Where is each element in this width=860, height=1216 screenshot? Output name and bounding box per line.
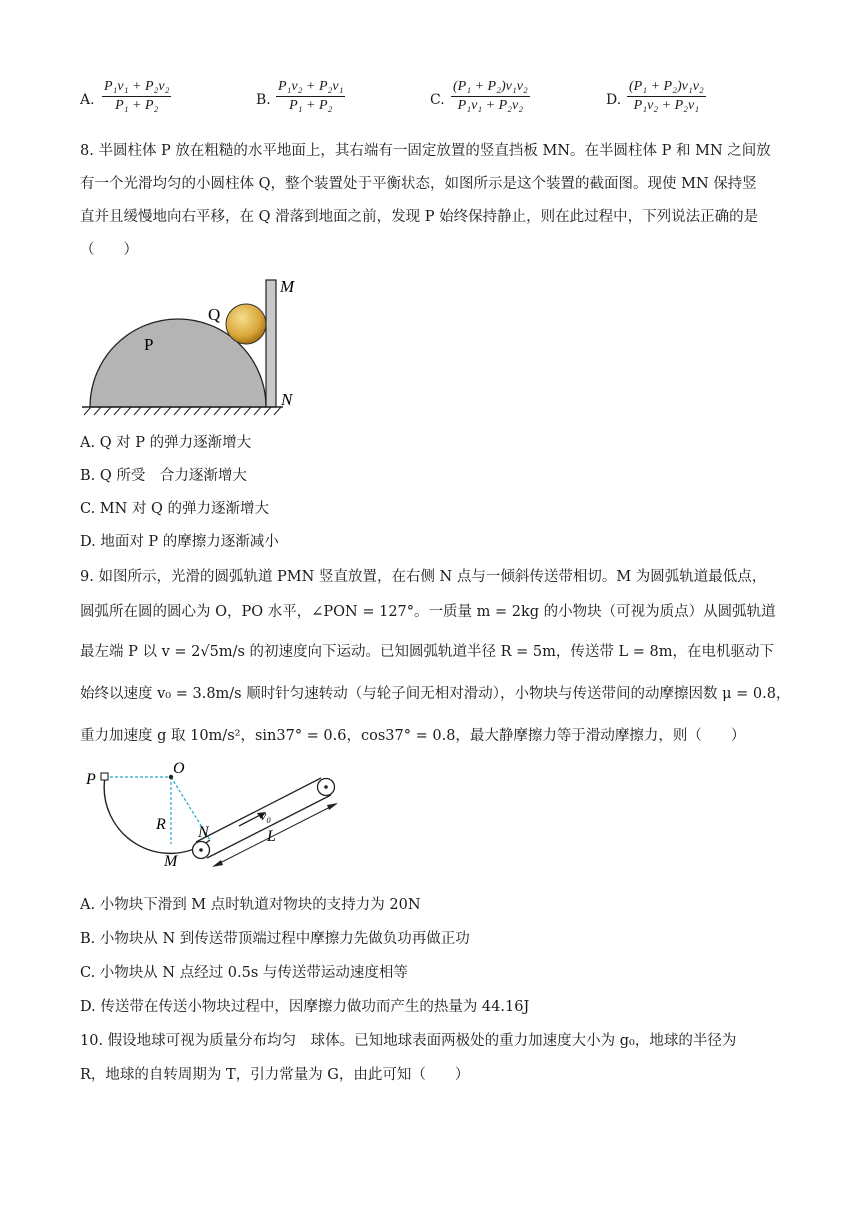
q8-option-c: C. MN 对 Q 的弹力逐渐增大 <box>80 501 270 517</box>
q7-option-c-label: C. <box>430 92 445 108</box>
q7-option-d-fraction: $\frac{\text{(P₁ + P₂)v₁v₂}}{\text{P₁v₂ + P₂v₁}}$ <box>629 79 704 113</box>
q8-option-b: B. Q 所受 合力逐渐增大 <box>80 468 247 484</box>
q8-stem-line-2: 有一个光滑均匀的小圆柱体 Q，整个装置处于平衡状态，如图所示是这个装置的截面图。现使 MN 保持竖 <box>80 176 757 192</box>
q9-figure <box>84 762 354 872</box>
label-l: L <box>267 828 276 845</box>
block-at-p <box>101 773 108 780</box>
q9-stem-line-4: 始终以速度 v₀ = 3.8m/s 顺时针匀速转动（与轮子间无相对滑动），小物块与传送带间的动摩擦因数 μ = 0.8， <box>80 686 791 702</box>
plate-mn <box>266 280 276 407</box>
q10-stem-line-2: R，地球的自转周期为 T，引力常量为 G，由此可知（ ） <box>80 1067 470 1083</box>
v0-arrow-shaft <box>239 814 262 826</box>
q7-option-b-fraction: $\frac{\text{P₁v₂ + P₂v₁}}{\text{P₁ + P₂}}$ <box>278 79 344 113</box>
label-n: N <box>198 824 209 841</box>
label-p: P <box>144 335 154 354</box>
label-m: M <box>164 853 178 870</box>
q10-stem-line-1: 10. 假设地球可视为质量分布均匀 球体。已知地球表面两极处的重力加速度大小为 g₀，地球的半径为 <box>80 1033 737 1049</box>
label-r: R <box>156 816 166 833</box>
label-v0: v₀ <box>260 809 272 824</box>
ball-q <box>226 304 266 344</box>
label-p: P <box>86 771 96 788</box>
q8-figure <box>78 272 318 422</box>
q7-option-c-fraction: $\frac{\text{(P₁ + P₂)v₁v₂}}{\text{P₁v₁ + P₂v₂}}$ <box>453 79 528 113</box>
q7-option-b-label: B. <box>256 92 271 108</box>
q7-option-a-label: A. <box>80 92 95 108</box>
q9-option-d: D. 传送带在传送小物块过程中，因摩擦力做功而产生的热量为 44.16J <box>80 999 530 1015</box>
q7-option-a-fraction: $\frac{\text{P₁v₁ + P₂v₂}}{\text{P₁ + P₂}}$ <box>104 79 170 113</box>
q9-stem-line-3: 最左端 P 以 v = 2√5m/s 的初速度向下运动。已知圆弧轨道半径 R = 5m，传送带 L = 8m，在电机驱动下 <box>80 644 774 660</box>
ground-hatching <box>84 407 281 415</box>
q9-stem-line-2: 圆弧所在圆的圆心为 O，PO 水平，∠PON = 127°。一质量 m = 2kg 的小物块（可视为质点）从圆弧轨道 <box>80 604 776 620</box>
q9-option-a: A. 小物块下滑到 M 点时轨道对物块的支持力为 20N <box>80 897 421 913</box>
label-m: M <box>280 277 295 296</box>
label-o: O <box>173 762 185 777</box>
q8-option-a: A. Q 对 P 的弹力逐渐增大 <box>80 435 252 451</box>
label-n: N <box>281 390 293 409</box>
q8-option-d: D. 地面对 P 的摩擦力逐渐减小 <box>80 534 279 550</box>
label-q: Q <box>208 305 221 324</box>
q9-option-c: C. 小物块从 N 点经过 0.5s 与传送带运动速度相等 <box>80 965 408 981</box>
q7-option-d-label: D. <box>606 92 622 108</box>
q8-answer-bracket: （ ） <box>80 242 138 258</box>
q9-stem-line-1: 9. 如图所示，光滑的圆弧轨道 PMN 竖直放置，在右侧 N 点与一倾斜传送带相切。M 为圆弧轨道最低点， <box>80 569 767 585</box>
q9-stem-line-5: 重力加速度 g 取 10m/s²，sin37° = 0.6，cos37° = 0.8，最大静摩擦力等于滑动摩擦力，则（ ） <box>80 728 746 744</box>
q8-stem-line-3: 直并且缓慢地向右平移，在 Q 滑落到地面之前，发现 P 始终保持静止，则在此过程中，下列说法正确的是 <box>80 209 759 225</box>
q8-stem-line-1: 8. 半圆柱体 P 放在粗糙的水平地面上，其右端有一固定放置的竖直挡板 MN。在半圆柱体 P 和 MN 之间放 <box>80 143 771 159</box>
q9-option-b: B. 小物块从 N 到传送带顶端过程中摩擦力先做负功再做正功 <box>80 931 470 947</box>
